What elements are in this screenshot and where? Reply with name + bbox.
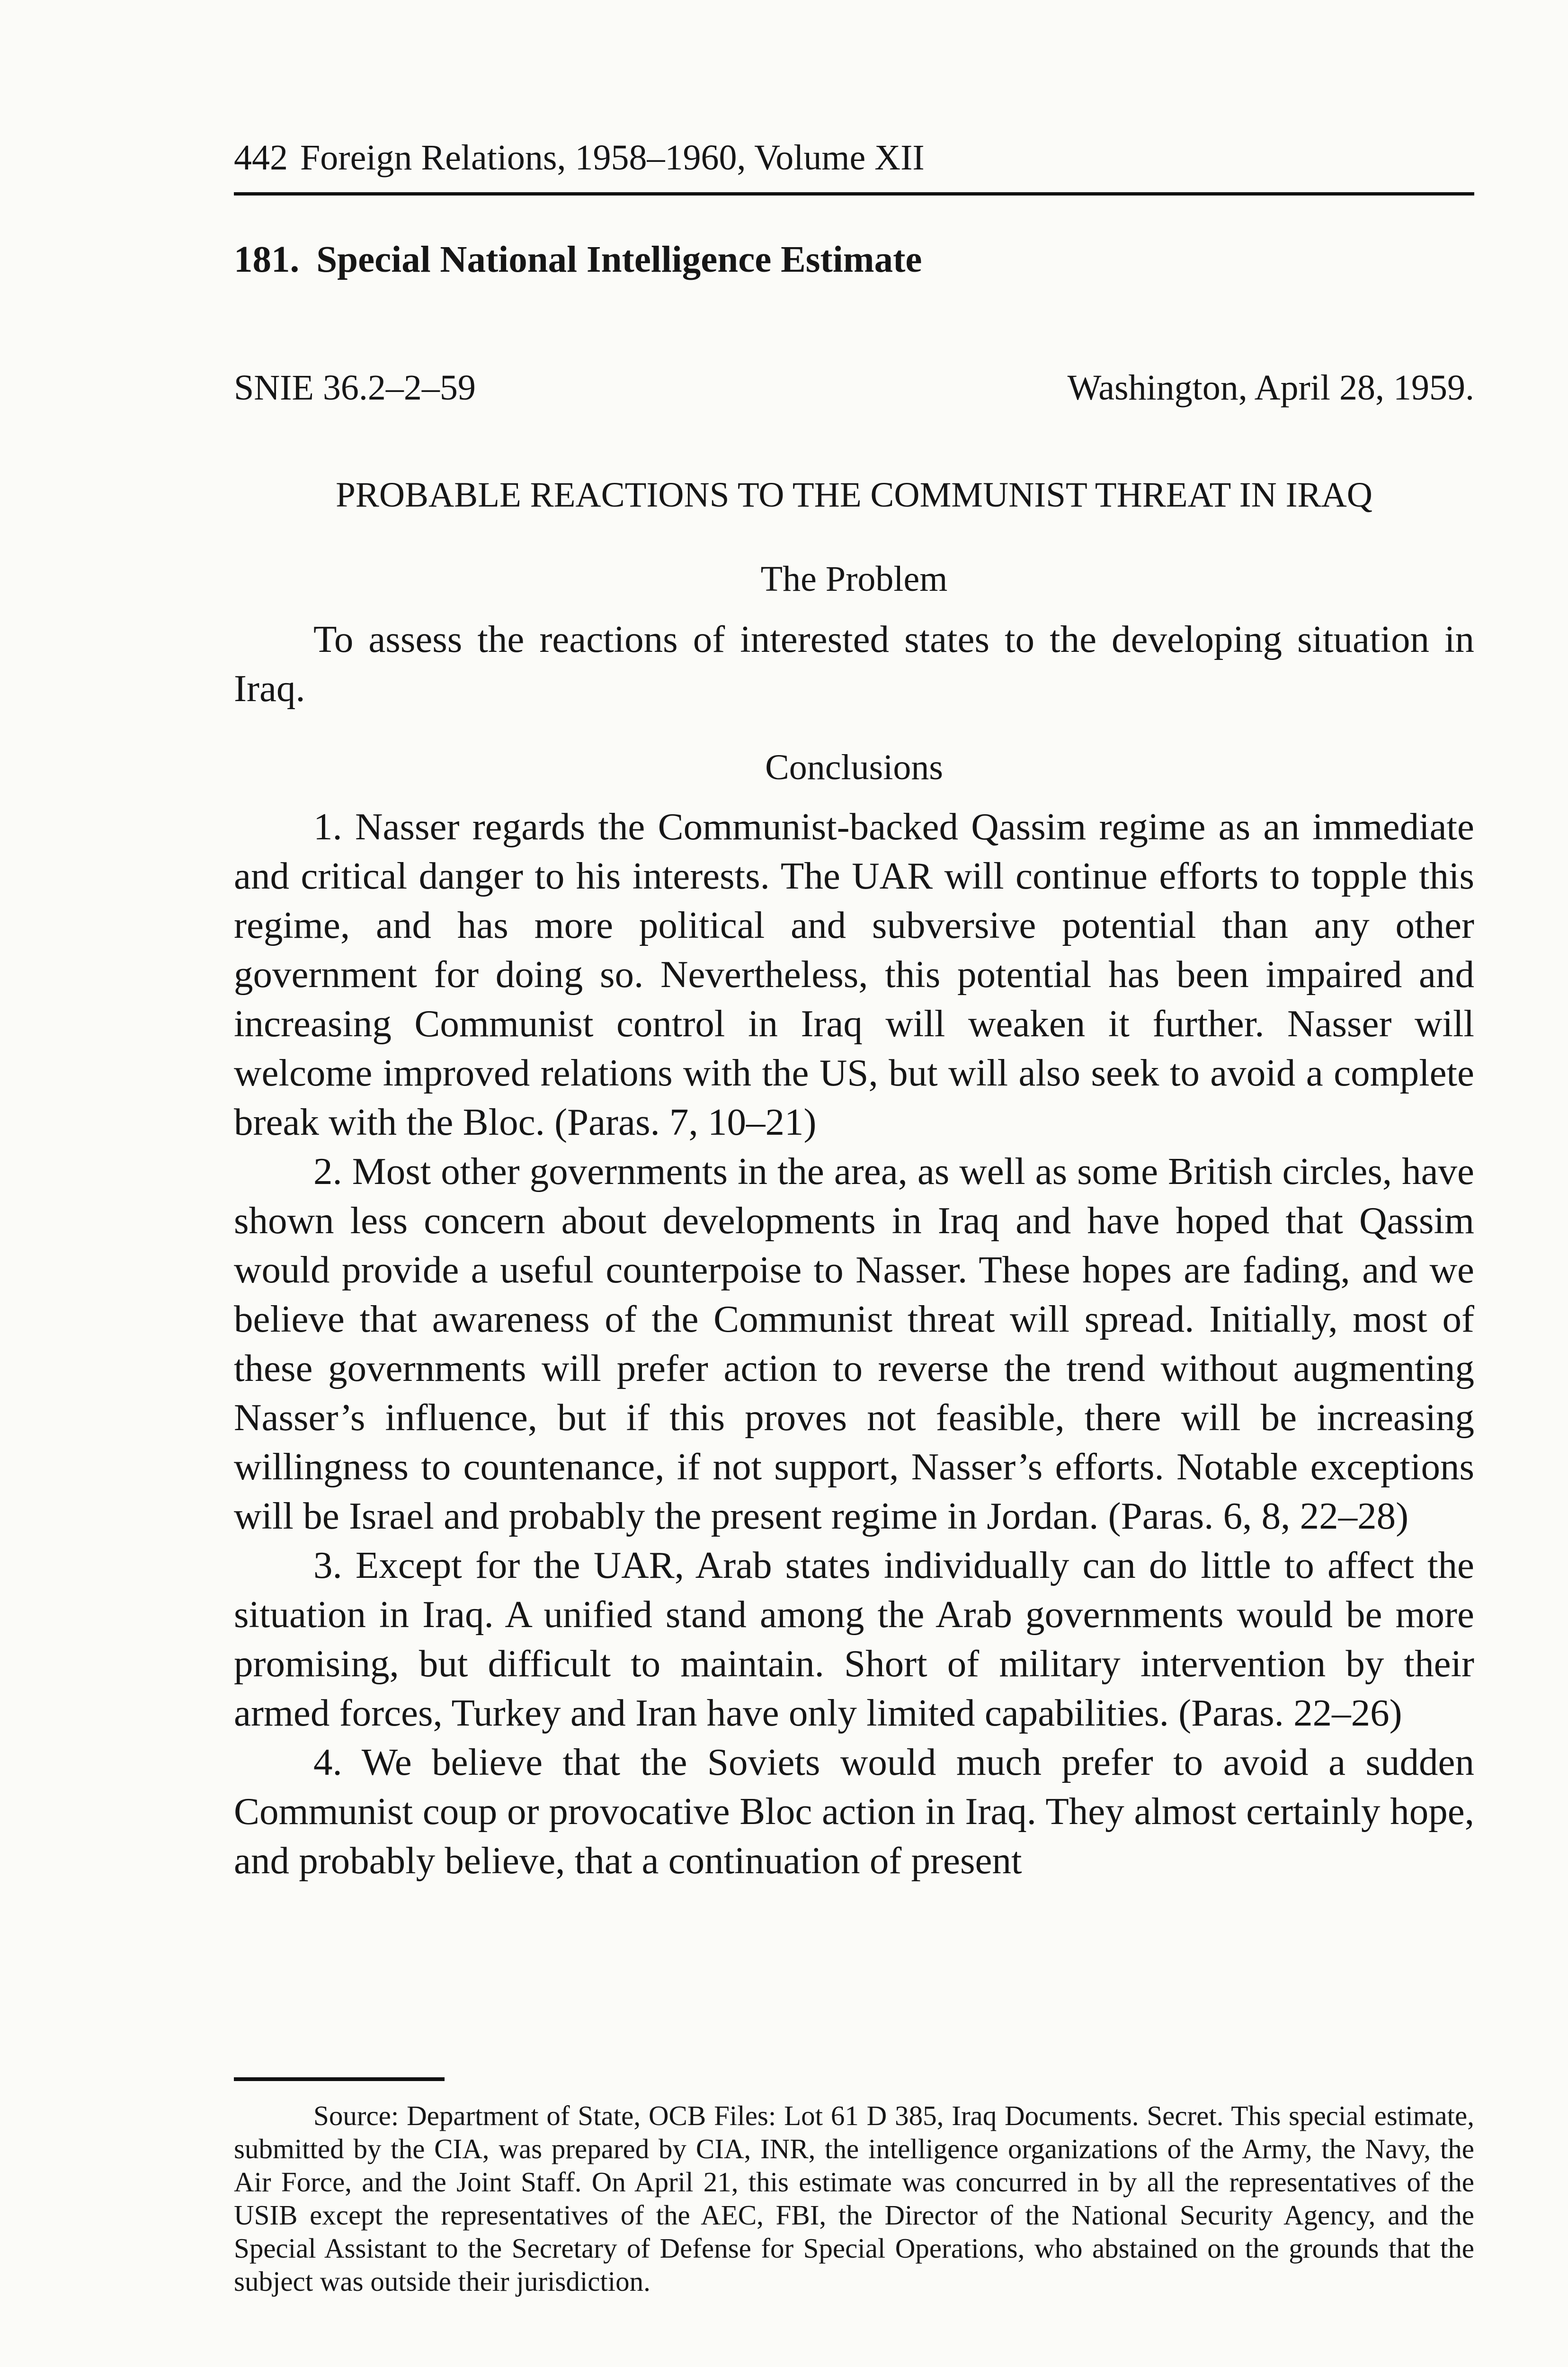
running-header bbox=[234, 138, 1474, 201]
document-type: Special National Intelligence Estimate bbox=[316, 239, 922, 280]
conclusions-heading: Conclusions bbox=[765, 747, 943, 787]
document-title: PROBABLE REACTIONS TO THE COMMUNIST THREAT IN IRAQ bbox=[336, 475, 1372, 515]
page-number: 442 bbox=[234, 138, 288, 178]
conclusion-paragraph-3: 3. Except for the UAR, Arab states individually can do little to affect the situation in Iraq. A unified stand among the Arab governments would be more promising, but difficult to maintain. Short of military intervention by their armed forces, Turkey and Iran have only limited capabilities. (Paras. 22–26) bbox=[234, 1544, 1474, 1734]
document-reference: SNIE 36.2–2–59 bbox=[234, 368, 476, 408]
footnote-rule bbox=[234, 2077, 445, 2081]
header-text bbox=[234, 138, 925, 178]
header-rule bbox=[234, 192, 1474, 196]
problem-paragraph: To assess the reactions of interested states to the developing situation in Iraq. bbox=[234, 618, 1474, 710]
running-title: Foreign Relations, 1958–1960, Volume XII bbox=[300, 138, 925, 178]
problem-text bbox=[234, 614, 1474, 713]
document-place-date: Washington, April 28, 1959. bbox=[1067, 368, 1474, 408]
conclusion-paragraph-2: 2. Most other governments in the area, as well as some British circles, have shown less concern about developments in Iraq and have hoped that Qassim would provide a useful counterpoise to Nasser. These hopes are fading, and we believe that awareness of the Communist threat will spread. Initially, most of these governments will prefer action to reverse the trend without augmenting Nasser’s influence, but if this proves not feasible, there will be increasing willingness to countenance, if not support, Nasser’s efforts. Notable exceptions will be Israel and probably the present regime in Jordan. (Paras. 6, 8, 22–28) bbox=[234, 1150, 1474, 1537]
document-heading bbox=[234, 240, 922, 281]
problem-heading: The Problem bbox=[760, 559, 948, 599]
conclusion-paragraph-4: 4. We believe that the Soviets would much prefer to avoid a sudden Communist coup or provocative Bloc action in Iraq. They almost certainly hope, and probably believe, that a continuation of present bbox=[234, 1741, 1474, 1882]
document-number: 181. bbox=[234, 239, 300, 280]
conclusions-text bbox=[234, 802, 1474, 1885]
source-footnote: Source: Department of State, OCB Files: Lot 61 D 385, Iraq Documents. Secret. This special estimate, submitted by the CIA, was prepared by CIA, INR, the intelligence organizations of the Army, the Navy, the Air Force, and the Joint Staff. On April 21, this estimate was concurred in by all the representatives of the USIB except the representatives of the AEC, FBI, the Director of the National Security Agency, and the Special Assistant to the Secretary of Defense for Special Operations, who abstained on the grounds that the subject was outside their jurisdiction. bbox=[234, 2100, 1474, 2297]
document-meta-row bbox=[234, 368, 1474, 420]
conclusion-paragraph-1: 1. Nasser regards the Communist-backed Qassim regime as an immediate and critical danger to his interests. The UAR will continue efforts to topple this regime, and has more political and subversive potential than any other government for doing so. Nevertheless, this potential has been impaired and increasing Communist control in Iraq will weaken it further. Nasser will welcome improved relations with the US, but will also seek to avoid a complete break with the Bloc. (Paras. 7, 10–21) bbox=[234, 805, 1474, 1143]
